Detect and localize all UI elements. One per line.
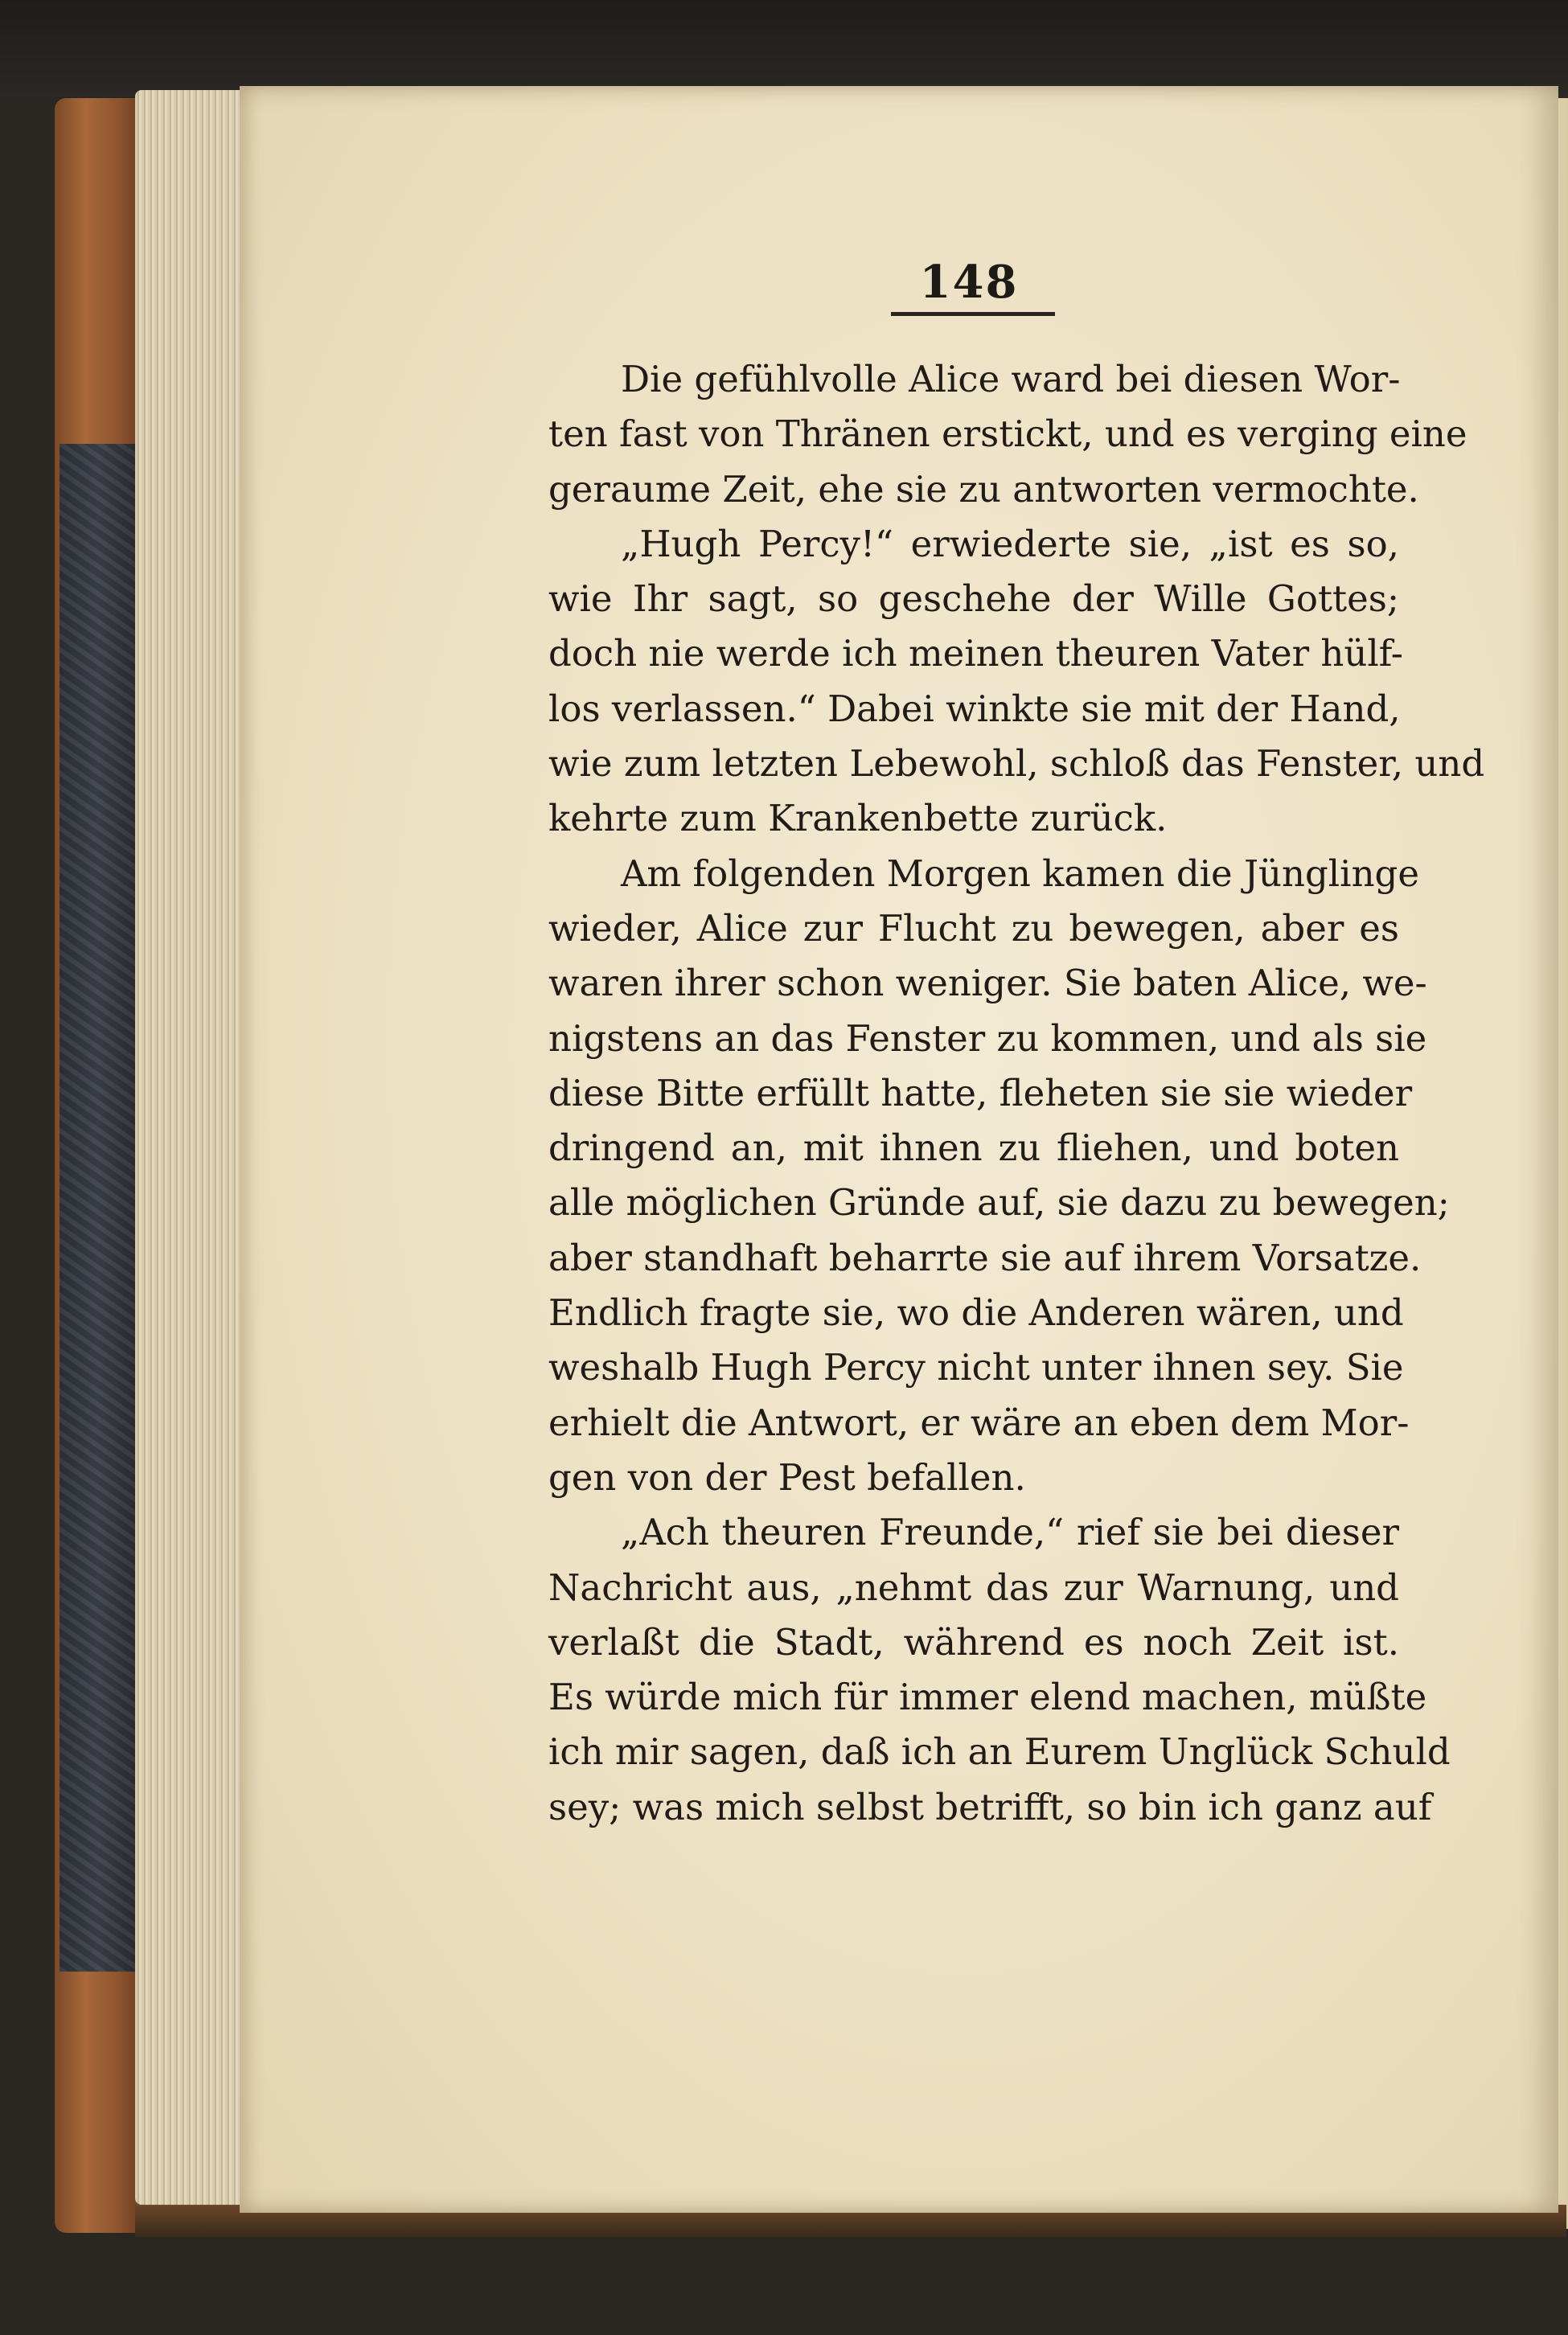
marbled-cover-panel — [60, 444, 137, 1972]
text-line: nigstens an das Fenster zu kommen, und als sie — [548, 1016, 1427, 1060]
text-line: kehrte zum Krankenbette zurück. — [548, 797, 1168, 840]
text-line: wie Ihr sagt, so geschehe der Wille Gottes; — [548, 577, 1399, 621]
text-line: aber standhaft beharrte sie auf ihrem Vorsatze. — [548, 1236, 1422, 1279]
text-line: alle möglichen Gründe auf, sie dazu zu bewegen; — [548, 1181, 1450, 1225]
text-line: „Hugh Percy!“ erwiederte sie, „ist es so, — [621, 522, 1399, 565]
book-cover-edge — [55, 98, 143, 2233]
backdrop — [0, 0, 1568, 96]
text-line: Am folgenden Morgen kamen die Jünglinge — [621, 852, 1419, 895]
text-line: verlaßt die Stadt, während es noch Zeit ist. — [548, 1620, 1399, 1664]
text-line: „Ach theuren Freunde,“ rief sie bei dieser — [621, 1511, 1399, 1554]
text-line: ich mir sagen, daß ich an Eurem Unglück Schuld — [548, 1730, 1451, 1774]
page-text — [548, 352, 1485, 1835]
text-line: ten fast von Thränen erstickt, und es verging eine — [548, 412, 1467, 456]
text-line: gen von der Pest befallen. — [548, 1455, 1026, 1499]
text-line: los verlassen.“ Dabei winkte sie mit der Hand, — [548, 687, 1401, 730]
text-line: weshalb Hugh Percy nicht unter ihnen sey. Sie — [548, 1346, 1404, 1389]
text-line: diese Bitte erfüllt hatte, fleheten sie sie wieder — [548, 1071, 1413, 1114]
text-line: dringend an, mit ihnen zu fliehen, und boten — [548, 1126, 1399, 1170]
text-line: Nachricht aus, „nehmt das zur Warnung, und — [548, 1566, 1399, 1609]
text-line: doch nie werde ich meinen theuren Vater hülf- — [548, 632, 1404, 675]
text-line: Endlich fragte sie, wo die Anderen wären, und — [548, 1291, 1404, 1335]
page-number: 148 — [919, 256, 1019, 309]
text-line: Die gefühlvolle Alice ward bei diesen Wor- — [621, 358, 1401, 400]
text-line: Es würde mich für immer elend machen, müßte — [548, 1676, 1427, 1719]
page-number-rule — [891, 312, 1055, 316]
text-line: wie zum letzten Lebewohl, schloß das Fenster, und — [548, 742, 1485, 786]
text-line: erhielt die Antwort, er wäre an eben dem Mor- — [548, 1401, 1410, 1444]
text-line: geraume Zeit, ehe sie zu antworten vermochte. — [548, 467, 1419, 511]
text-line: waren ihrer schon weniger. Sie baten Alice, we- — [548, 962, 1427, 1005]
text-line: sey; was mich selbst betrifft, so bin ich ganz auf — [548, 1785, 1432, 1828]
text-line: wieder, Alice zur Flucht zu bewegen, aber es — [548, 906, 1399, 950]
